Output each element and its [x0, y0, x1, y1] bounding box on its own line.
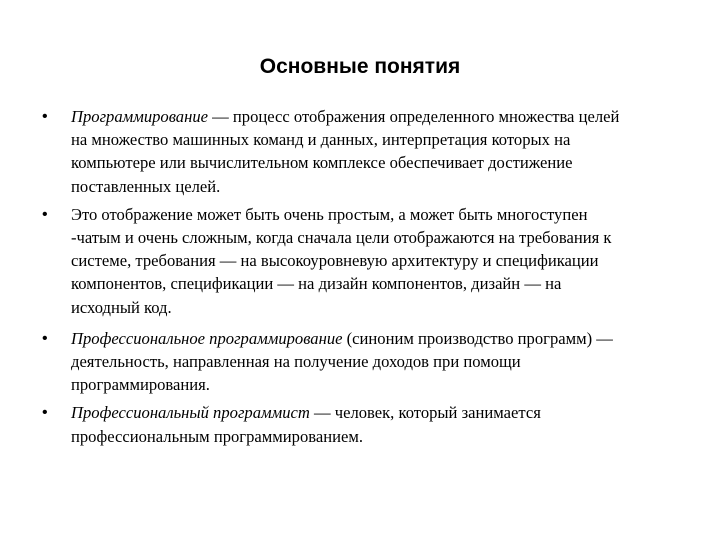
- bullet-line: профессиональным программированием.: [71, 426, 364, 446]
- bullet-item-mapping: [42, 203, 682, 319]
- bullet-line: на множество машинных команд и данных, интерпретация которых на: [71, 130, 571, 150]
- term-professional-programming: Профессиональное программирование: [71, 328, 343, 348]
- bullet-line: [71, 401, 682, 424]
- bullet-line: поставленных целей.: [71, 176, 221, 196]
- bullet-line: системе, требования — на высокоуровневую архитектуру и спецификации: [71, 251, 599, 271]
- bullet-item-professional-programming: [42, 327, 682, 397]
- bullet-line: деятельность, направленная на получение доходов при помощи: [71, 352, 521, 372]
- definition-text: — процесс отображения определенного множества целей: [208, 107, 620, 126]
- definition-text: — человек, который занимается: [309, 403, 541, 423]
- bullet-line: -чатым и очень сложным, когда сначала цели отображаются на требования к: [71, 228, 612, 248]
- bullet-item-programming: [42, 105, 682, 198]
- bullet-line: [71, 327, 682, 350]
- bullet-icon: •: [42, 404, 48, 422]
- bullet-line: исходный код.: [71, 297, 172, 317]
- bullet-line: программирования.: [71, 375, 210, 395]
- bullet-icon: •: [42, 205, 48, 223]
- slide-title: Основные понятия: [259, 55, 461, 78]
- term-professional-programmer: Профессиональный программист: [71, 403, 310, 423]
- bullet-list: [42, 105, 682, 453]
- bullet-line: Это отображение может быть очень простым, а может быть многоступен: [71, 204, 588, 224]
- definition-text: (синоним производство программ) —: [342, 328, 613, 348]
- bullet-item-professional-programmer: [42, 401, 682, 447]
- bullet-icon: •: [42, 329, 48, 347]
- bullet-line: компьютере или вычислительном комплексе обеспечивает достижение: [71, 153, 573, 173]
- term-programming: Программирование: [71, 107, 208, 126]
- bullet-line: [71, 105, 682, 128]
- bullet-line: компонентов, спецификации — на дизайн компонентов, дизайн — на: [71, 274, 562, 294]
- bullet-icon: •: [42, 108, 48, 125]
